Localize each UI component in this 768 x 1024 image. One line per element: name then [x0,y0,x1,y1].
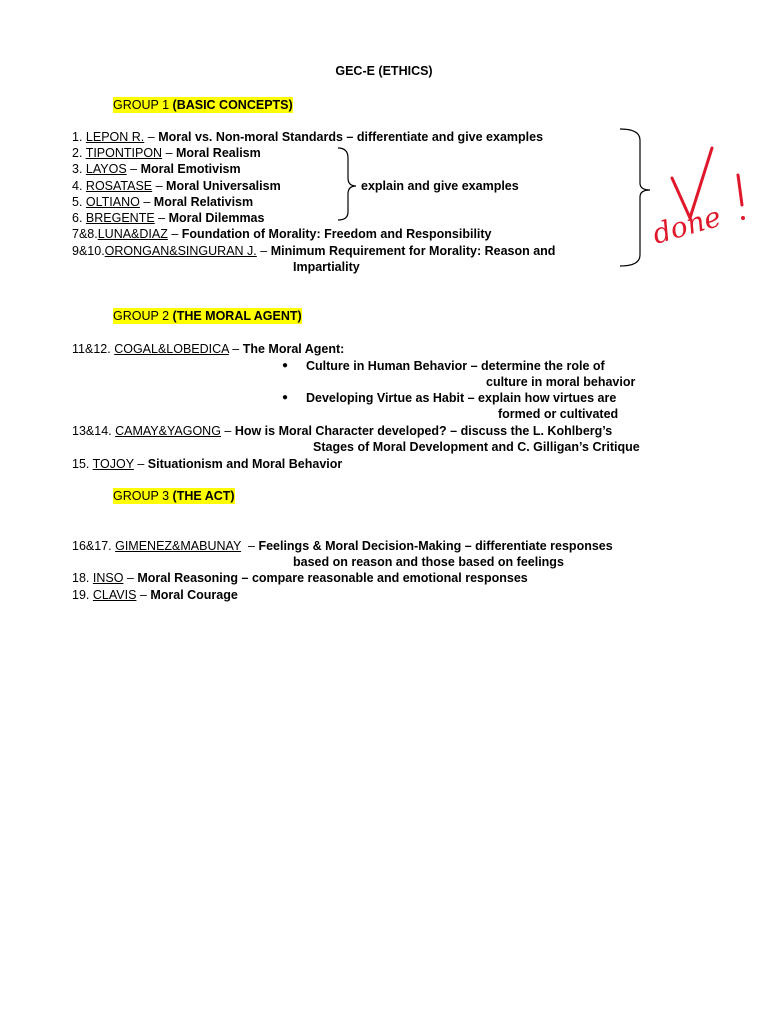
student-names: ORONGAN&SINGURAN J. [104,244,257,258]
large-brace [620,129,650,266]
dash: – [220,424,235,438]
dash: – [228,342,243,356]
dash: – [139,195,154,209]
topic: Moral Relativism [153,195,254,209]
group-1-name: (BASIC CONCEPTS) [172,98,293,112]
bullet-text: Developing Virtue as Habit – explain how virtues are [306,391,617,405]
item-number: 7&8. [72,227,98,241]
brace-note: explain and give examples [361,179,519,193]
bullet-text-continuation: formed or cultivated [498,407,619,421]
student-names: CAMAY&YAGONG [115,424,221,438]
topic: How is Moral Character developed? – discuss the L. Kohlberg’s [234,424,613,438]
dash: – [133,457,148,471]
dash: – [256,244,271,258]
student-names: BREGENTE [85,211,155,225]
item-number: 5. [72,195,83,209]
item-number: 6. [72,211,83,225]
small-brace [338,148,356,220]
dash: – [152,179,167,193]
dash: – [241,539,259,553]
item-number: 3. [72,162,83,176]
topic: Moral Courage [150,588,238,602]
document-title: GEC-E (ETHICS) [335,64,433,78]
group-3-name: (THE ACT) [172,489,235,503]
item-number: 2. [72,146,83,160]
topic-continuation: Impartiality [293,260,360,274]
topic: Situationism and Moral Behavior [147,457,343,471]
svg-text:done: done [648,199,725,251]
student-names: LAYOS [85,162,127,176]
topic: Moral vs. Non-moral Standards – differentiate and give examples [158,130,544,144]
topic: The Moral Agent: [242,342,345,356]
dash: – [162,146,176,160]
student-names: TIPONTIPON [85,146,163,160]
topic-continuation: Stages of Moral Development and C. Gilligan’s Critique [313,440,640,454]
handwritten-exclamation-dot [741,216,745,220]
bullet-text-continuation: culture in moral behavior [486,375,636,389]
student-names: OLTIANO [85,195,140,209]
topic: Moral Reasoning – compare reasonable and emotional responses [137,571,528,585]
item-number: 19. [72,588,90,602]
student-names: CLAVIS [92,588,137,602]
student-names: GIMENEZ&MABUNAY [115,539,242,553]
item-number: 4. [72,179,83,193]
item-number: 11&12. [72,342,111,356]
topic: Feelings & Moral Decision-Making – differentiate responses [258,539,613,553]
dash: – [167,227,182,241]
student-names: ROSATASE [85,179,153,193]
bullet-text: Culture in Human Behavior – determine the role of [306,359,605,373]
item-number: 18. [72,571,90,585]
topic: Moral Universalism [166,179,281,193]
topic: Moral Realism [176,146,261,160]
dash: – [154,211,169,225]
topic: Foundation of Morality: Freedom and Responsibility [181,227,492,241]
dash: – [136,588,151,602]
item-number: 9&10. [72,244,105,258]
topic-continuation: based on reason and those based on feelings [293,555,564,569]
topic: Moral Emotivism [140,162,241,176]
handwritten-exclamation [738,175,742,205]
item-number: 15. [72,457,90,471]
item-number: 1. [72,130,83,144]
student-names: INSO [92,571,124,585]
topic: Minimum Requirement for Morality: Reason and [270,244,556,258]
handwritten-done [649,200,725,251]
topic: Moral Dilemmas [168,211,265,225]
group-1-label: GROUP 1 [113,98,170,112]
dash: – [144,130,159,144]
student-names: COGAL&LOBEDICA [114,342,229,356]
item-number: 16&17. [72,539,112,553]
dash: – [126,162,141,176]
item-number: 13&14. [72,424,112,438]
group-3-label: GROUP 3 [113,489,170,503]
dash: – [123,571,138,585]
bullet-marker: ● [282,360,289,371]
group-2-name: (THE MORAL AGENT) [172,309,302,323]
bullet-marker: ● [282,392,289,403]
group-2-label: GROUP 2 [113,309,170,323]
student-names: LEPON R. [85,130,145,144]
student-names: LUNA&DIAZ [97,227,168,241]
student-names: TOJOY [92,457,134,471]
